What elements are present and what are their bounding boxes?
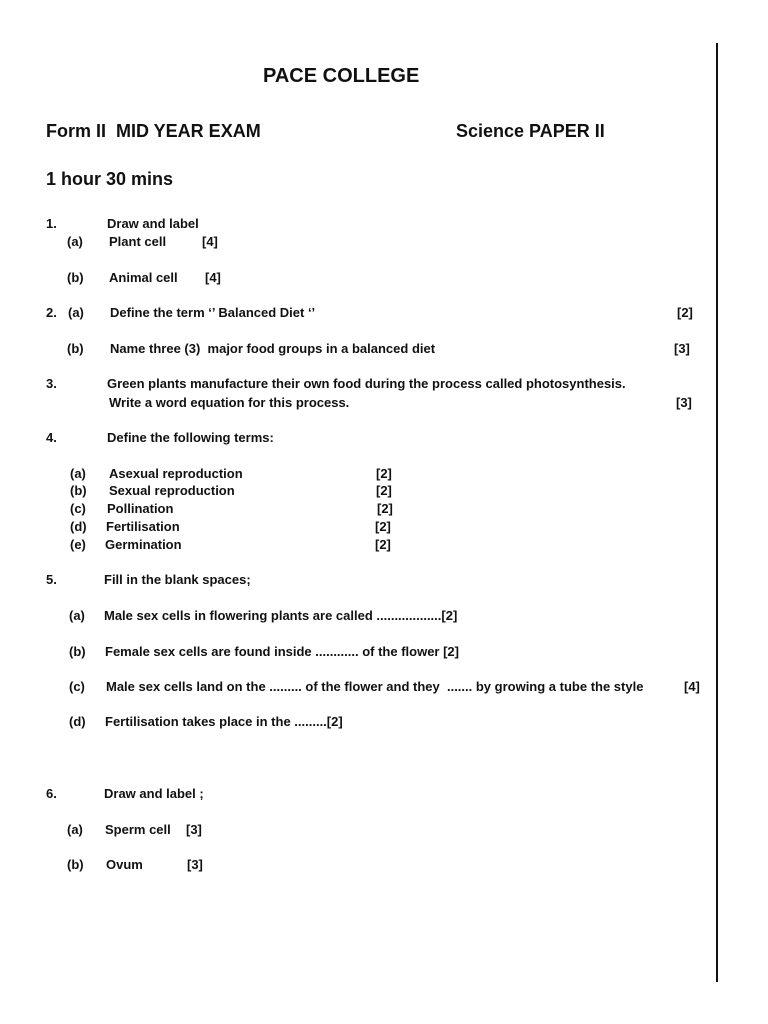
q4a-marks: [2]	[376, 466, 392, 481]
q6a-text: Sperm cell	[105, 822, 171, 837]
paper-title: Science PAPER II	[456, 121, 605, 141]
q6a-label: (a)	[67, 822, 83, 837]
q5c-marks: [4]	[684, 679, 700, 694]
q6b-text: Ovum	[106, 857, 143, 872]
q5d-label: (d)	[69, 714, 86, 729]
q6b-label: (b)	[67, 857, 84, 872]
q4e-label: (e)	[70, 537, 86, 552]
q4e-text: Germination	[105, 537, 182, 552]
q4a-text: Asexual reproduction	[109, 466, 243, 481]
q3-marks: [3]	[676, 395, 692, 410]
q5b-label: (b)	[69, 644, 86, 659]
q4d-label: (d)	[70, 519, 87, 534]
q2a-text: Define the term ‘’ Balanced Diet ‘’	[110, 305, 316, 320]
q4c-text: Pollination	[107, 501, 174, 516]
q4c-label: (c)	[70, 501, 86, 516]
exam-title: Form II MID YEAR EXAM	[46, 121, 261, 141]
exam-duration: 1 hour 30 mins	[46, 169, 174, 189]
q6-number: 6.	[46, 786, 57, 801]
q3-number: 3.	[46, 376, 57, 391]
q6b-marks: [3]	[187, 857, 203, 872]
q2a-marks: [2]	[677, 305, 693, 320]
q2a-label: (a)	[68, 305, 84, 320]
q2b-marks: [3]	[674, 341, 690, 356]
q4-text: Define the following terms:	[107, 430, 274, 445]
q6-text: Draw and label ;	[104, 786, 204, 801]
q4-number: 4.	[46, 430, 57, 445]
q5d-text: Fertilisation takes place in the .........[2]	[105, 714, 343, 729]
q1a-marks: [4]	[202, 234, 218, 249]
q2-number: 2.	[46, 305, 57, 320]
q1b-label: (b)	[67, 270, 84, 285]
q4d-text: Fertilisation	[106, 519, 180, 534]
q6a-marks: [3]	[186, 822, 202, 837]
q5c-text: Male sex cells land on the ......... of the flower and they ....... by growing a tube the style	[106, 679, 644, 694]
q1-number: 1.	[46, 216, 57, 231]
q3-text-line2: Write a word equation for this process.	[109, 395, 350, 410]
q1a-label: (a)	[67, 234, 83, 249]
q4b-text: Sexual reproduction	[109, 483, 235, 498]
q4b-label: (b)	[70, 483, 87, 498]
q5c-label: (c)	[69, 679, 85, 694]
q5b-text: Female sex cells are found inside ............ of the flower [2]	[105, 644, 459, 659]
q4b-marks: [2]	[376, 483, 392, 498]
q4e-marks: [2]	[375, 537, 391, 552]
q1b-marks: [4]	[205, 270, 221, 285]
q2b-text: Name three (3) major food groups in a balanced diet	[110, 341, 436, 356]
q1b-text: Animal cell	[109, 270, 178, 285]
right-margin-line	[716, 43, 718, 982]
q4a-label: (a)	[70, 466, 86, 481]
q3-text-line1: Green plants manufacture their own food during the process called photosynthesis.	[107, 376, 626, 391]
q1a-text: Plant cell	[109, 234, 167, 249]
school-title: PACE COLLEGE	[263, 65, 420, 87]
q2b-label: (b)	[67, 341, 84, 356]
q5a-label: (a)	[69, 608, 85, 623]
q1-text: Draw and label	[107, 216, 199, 231]
q4d-marks: [2]	[375, 519, 391, 534]
q5-number: 5.	[46, 572, 57, 587]
q4c-marks: [2]	[377, 501, 393, 516]
q5-text: Fill in the blank spaces;	[104, 572, 251, 587]
q5a-text: Male sex cells in flowering plants are called ..................[2]	[104, 608, 458, 623]
